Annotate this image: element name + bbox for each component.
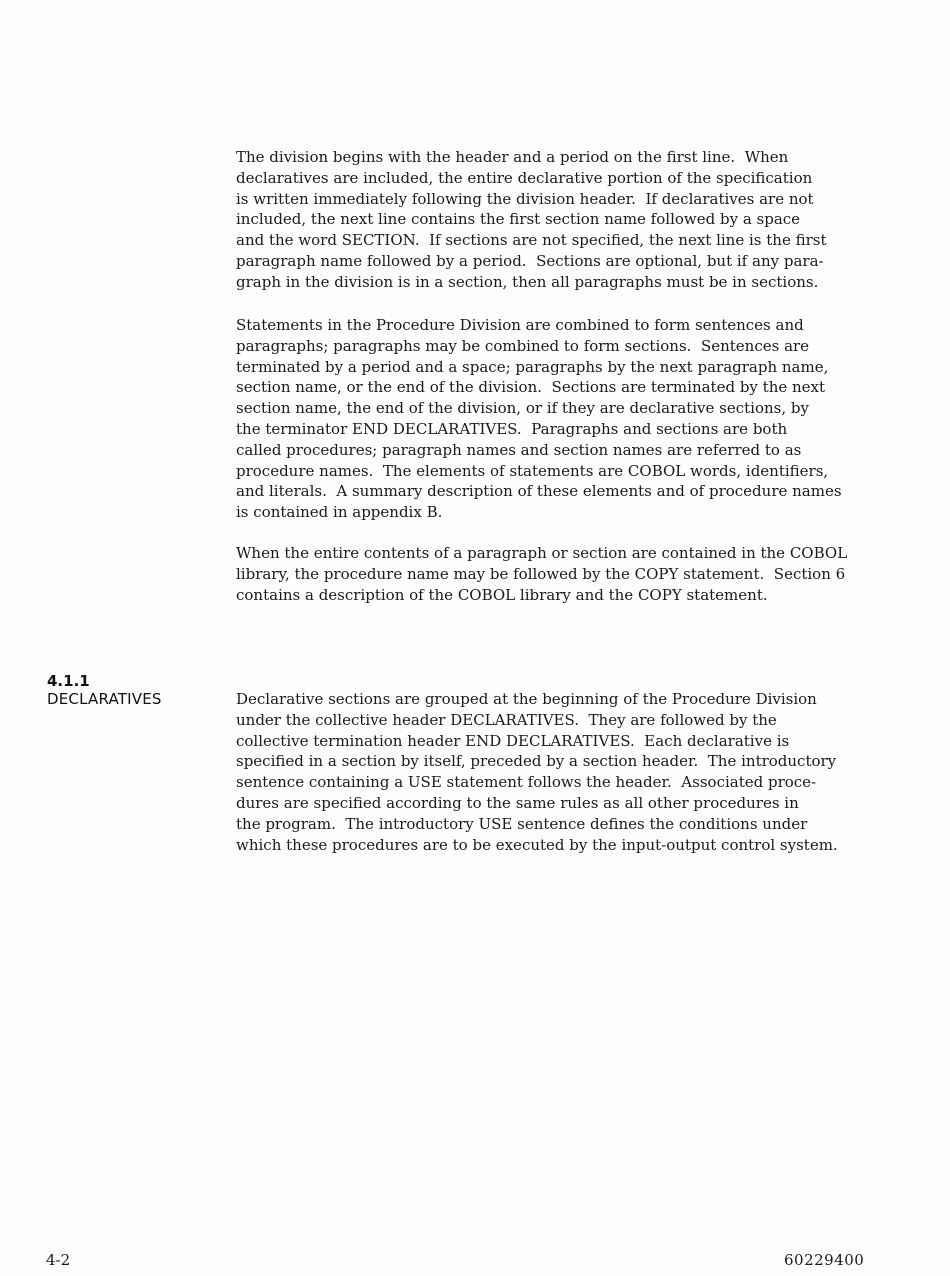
- text-line: called procedures; paragraph names and section names are referred to as: [236, 440, 802, 459]
- text-line: graph in the division is in a section, then all paragraphs must be in sections.: [236, 272, 819, 291]
- text-line: Statements in the Procedure Division are combined to form sentences and: [236, 316, 804, 334]
- text-line: When the entire contents of a paragraph or section are contained in the COBOL: [236, 544, 848, 562]
- paragraph-declaratives: [236, 689, 906, 855]
- paragraph-cobol-library: [236, 543, 906, 605]
- text-line: the terminator END DECLARATIVES. Paragraphs and sections are both: [236, 419, 788, 438]
- text-line: paragraph name followed by a period. Sections are optional, but if any para-: [236, 251, 824, 270]
- section-title: DECLARATIVES: [47, 690, 162, 708]
- text-line: section name, or the end of the division. Sections are terminated by the next: [236, 378, 826, 397]
- text-line: which these procedures are to be executed by the input-output control system.: [236, 835, 838, 854]
- text-line: declaratives are included, the entire declarative portion of the specification: [236, 168, 813, 187]
- text-line: and literals. A summary description of these elements and of procedure names: [236, 482, 842, 501]
- text-line: under the collective header DECLARATIVES. They are followed by the: [236, 710, 777, 729]
- text-line: section name, the end of the division, or if they are declarative sections, by: [236, 399, 809, 418]
- text-line: library, the procedure name may be followed by the COPY statement. Section 6: [236, 564, 846, 583]
- text-line: is contained in appendix B.: [236, 503, 443, 522]
- text-line: collective termination header END DECLARATIVES. Each declarative is: [236, 731, 790, 750]
- document-number: 60229400: [784, 1251, 865, 1269]
- text-line: and the word SECTION. If sections are not specified, the next line is the first: [236, 231, 827, 250]
- text-line: terminated by a period and a space; paragraphs by the next paragraph name,: [236, 357, 829, 376]
- page-number: 4-2: [46, 1251, 71, 1269]
- text-line: included, the next line contains the first section name followed by a space: [236, 210, 801, 229]
- text-line: The division begins with the header and a period on the first line. When: [236, 148, 789, 166]
- text-line: dures are specified according to the same rules as all other procedures in: [236, 793, 799, 812]
- text-line: contains a description of the COBOL library and the COPY statement.: [236, 585, 768, 604]
- text-line: specified in a section by itself, preceded by a section header. The introductory: [236, 752, 837, 771]
- text-line: Declarative sections are grouped at the beginning of the Procedure Division: [236, 690, 817, 708]
- paragraph-statements: [236, 315, 906, 523]
- text-line: is written immediately following the division header. If declaratives are not: [236, 189, 814, 208]
- section-number: 4.1.1: [47, 672, 90, 690]
- text-line: the program. The introductory USE sentence defines the conditions under: [236, 814, 808, 833]
- text-line: sentence containing a USE statement follows the header. Associated proce-: [236, 773, 817, 792]
- text-line: paragraphs; paragraphs may be combined to form sections. Sentences are: [236, 336, 810, 355]
- text-line: procedure names. The elements of statements are COBOL words, identifiers,: [236, 461, 829, 480]
- paragraph-division-header: [236, 147, 906, 293]
